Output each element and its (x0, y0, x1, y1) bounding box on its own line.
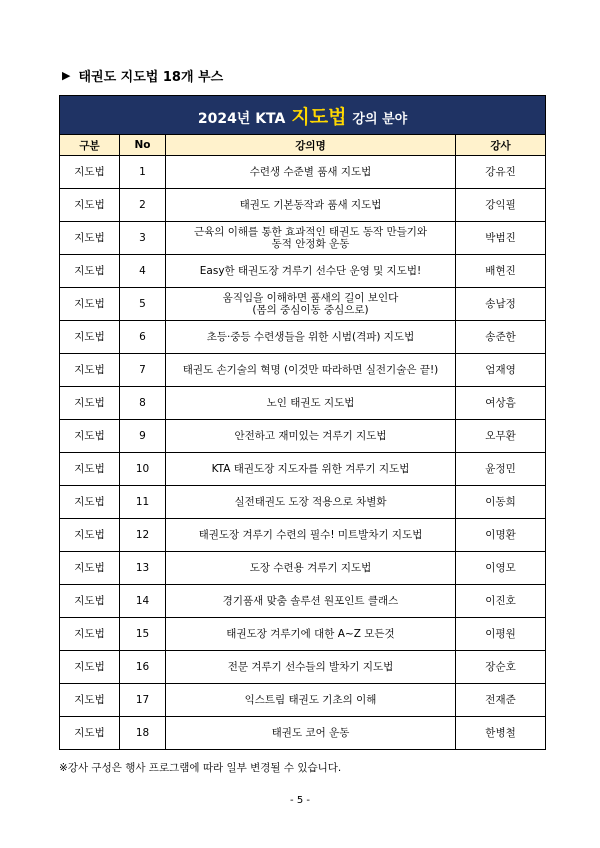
cell-title (166, 486, 456, 519)
cell-title (166, 321, 456, 354)
cell-no: 2 (120, 189, 166, 222)
cell-no: 17 (120, 684, 166, 717)
cell-title (166, 717, 456, 750)
cell-instructor: 이진호 (456, 585, 546, 618)
cell-title (166, 585, 456, 618)
cell-instructor: 송남정 (456, 288, 546, 321)
table-row (60, 321, 546, 354)
cell-instructor: 오무환 (456, 420, 546, 453)
cell-instructor: 이명환 (456, 519, 546, 552)
cell-category: 지도법 (60, 717, 120, 750)
title-line-1: 태권도장 겨루기 수련의 필수! 미트발차기 지도법 (198, 528, 423, 541)
cell-no: 3 (120, 222, 166, 255)
title-line-1: 경기품새 맞춤 솔루션 원포인트 클래스 (222, 594, 399, 607)
title-line-1: 수련생 수준별 품새 지도법 (249, 165, 372, 178)
title-line-1: 태권도장 겨루기에 대한 A~Z 모든것 (226, 627, 395, 640)
cell-instructor: 전재준 (456, 684, 546, 717)
cell-no: 5 (120, 288, 166, 321)
cell-title (166, 420, 456, 453)
cell-no: 1 (120, 156, 166, 189)
title-line-1: 근육의 이해를 통한 효과적인 태권도 동작 만들기와 (193, 225, 428, 238)
table-row (60, 486, 546, 519)
cell-category: 지도법 (60, 222, 120, 255)
cell-no: 8 (120, 387, 166, 420)
cell-title (166, 453, 456, 486)
table-row (60, 222, 546, 255)
table-row (60, 420, 546, 453)
table-banner (60, 96, 546, 135)
cell-category: 지도법 (60, 156, 120, 189)
cell-category: 지도법 (60, 486, 120, 519)
cell-title (166, 156, 456, 189)
title-line-1: 초등·중등 수련생들을 위한 시범(격파) 지도법 (206, 330, 415, 343)
cell-instructor: 박범진 (456, 222, 546, 255)
cell-instructor: 배현진 (456, 255, 546, 288)
title-line-1: 전문 겨루기 선수들의 발차기 지도법 (227, 660, 394, 673)
title-line-1: 태권도 손기술의 혁명 (이것만 따라하면 실전기술은 끝!) (182, 363, 439, 376)
cell-title (166, 387, 456, 420)
cell-title (166, 354, 456, 387)
table-row (60, 585, 546, 618)
title-line-1: Easy한 태권도장 겨루기 선수단 운영 및 지도법! (199, 264, 422, 277)
cell-no: 9 (120, 420, 166, 453)
table-body (60, 156, 546, 750)
banner-prefix: 2024년 KTA (197, 110, 286, 127)
cell-instructor: 엄재영 (456, 354, 546, 387)
table-row (60, 618, 546, 651)
column-header-category: 구분 (60, 135, 120, 156)
title-line-1: 움직임을 이해하면 품새의 길이 보인다 (222, 291, 399, 304)
page-number: - 5 - (290, 795, 310, 806)
cell-no: 4 (120, 255, 166, 288)
cell-no: 12 (120, 519, 166, 552)
table-row (60, 651, 546, 684)
cell-category: 지도법 (60, 651, 120, 684)
table-row (60, 354, 546, 387)
cell-instructor: 송준한 (456, 321, 546, 354)
cell-category: 지도법 (60, 387, 120, 420)
banner-suffix: 강의 분야 (352, 111, 408, 127)
cell-no: 14 (120, 585, 166, 618)
cell-category: 지도법 (60, 354, 120, 387)
title-line-1: 노인 태권도 지도법 (266, 396, 355, 409)
cell-category: 지도법 (60, 420, 120, 453)
table-row (60, 156, 546, 189)
cell-title (166, 519, 456, 552)
cell-instructor: 한병철 (456, 717, 546, 750)
triangle-marker-icon: ▶ (62, 69, 71, 82)
cell-title (166, 189, 456, 222)
cell-instructor: 이영모 (456, 552, 546, 585)
cell-category: 지도법 (60, 189, 120, 222)
cell-category: 지도법 (60, 288, 120, 321)
cell-title (166, 552, 456, 585)
column-header-instructor: 강사 (456, 135, 546, 156)
cell-no: 10 (120, 453, 166, 486)
table-row (60, 387, 546, 420)
title-line-1: 태권도 기본동작과 품새 지도법 (239, 198, 382, 211)
cell-category: 지도법 (60, 453, 120, 486)
cell-category: 지도법 (60, 321, 120, 354)
cell-title (166, 288, 456, 321)
lecture-table (59, 95, 546, 750)
table-row (60, 552, 546, 585)
cell-title (166, 618, 456, 651)
title-line-1: 도장 수련용 겨루기 지도법 (249, 561, 372, 574)
table-row (60, 255, 546, 288)
table-row (60, 717, 546, 750)
cell-instructor: 여상흠 (456, 387, 546, 420)
cell-instructor: 강익필 (456, 189, 546, 222)
title-line-2: 동적 안정화 운동 (271, 238, 350, 250)
cell-no: 16 (120, 651, 166, 684)
cell-no: 15 (120, 618, 166, 651)
cell-instructor: 윤정민 (456, 453, 546, 486)
title-line-1: 실전태권도 도장 적용으로 차별화 (234, 495, 387, 508)
column-header-no: No (120, 135, 166, 156)
title-line-1: 안전하고 재미있는 겨루기 지도법 (234, 429, 387, 442)
table-row (60, 684, 546, 717)
cell-category: 지도법 (60, 684, 120, 717)
cell-instructor: 이평원 (456, 618, 546, 651)
table-row (60, 288, 546, 321)
cell-instructor: 강유진 (456, 156, 546, 189)
table-header-row (60, 135, 546, 156)
banner-highlight: 지도법 (291, 105, 347, 128)
cell-title (166, 684, 456, 717)
cell-title (166, 222, 456, 255)
cell-no: 7 (120, 354, 166, 387)
title-line-1: 태권도 코어 운동 (271, 726, 350, 739)
footnote: ※강사 구성은 행사 프로그램에 따라 일부 변경될 수 있습니다. (59, 762, 342, 774)
cell-no: 11 (120, 486, 166, 519)
table-row (60, 519, 546, 552)
cell-category: 지도법 (60, 519, 120, 552)
title-line-1: 익스트림 태권도 기초의 이해 (244, 693, 377, 706)
cell-category: 지도법 (60, 585, 120, 618)
table-row (60, 189, 546, 222)
cell-instructor: 이동희 (456, 486, 546, 519)
column-header-title: 강의명 (166, 135, 456, 156)
section-heading-text: 태권도 지도법 18개 부스 (78, 70, 224, 85)
section-heading (62, 66, 223, 85)
table-row (60, 453, 546, 486)
cell-category: 지도법 (60, 552, 120, 585)
cell-category: 지도법 (60, 255, 120, 288)
cell-category: 지도법 (60, 618, 120, 651)
cell-title (166, 651, 456, 684)
cell-title (166, 255, 456, 288)
cell-no: 18 (120, 717, 166, 750)
cell-instructor: 장순호 (456, 651, 546, 684)
cell-no: 13 (120, 552, 166, 585)
title-line-1: KTA 태권도장 지도자를 위한 겨루기 지도법 (211, 462, 410, 475)
cell-no: 6 (120, 321, 166, 354)
title-line-2: (몸의 중심이동 중심으로) (252, 304, 369, 316)
